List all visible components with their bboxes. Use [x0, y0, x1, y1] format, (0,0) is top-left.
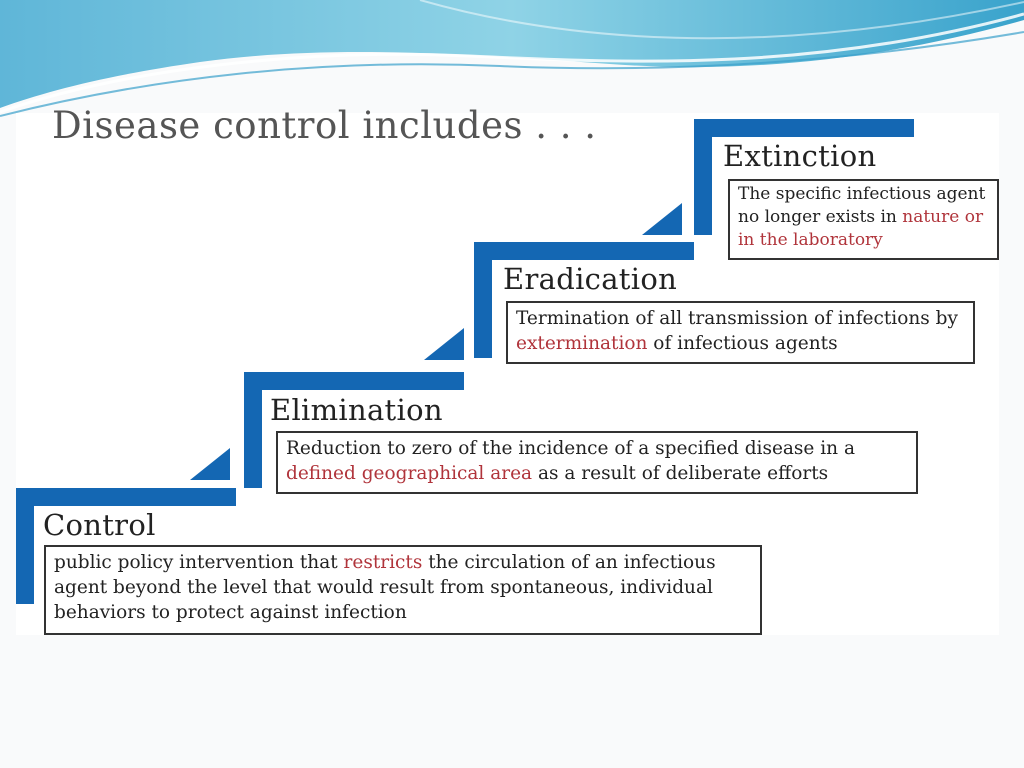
step-bar-extinction [694, 119, 914, 137]
header-wave-decoration [0, 0, 1024, 120]
step-riser-control [16, 488, 34, 604]
step-description-eradication [506, 301, 975, 364]
step-description-elimination [276, 431, 918, 494]
step-arrow-extinction [642, 203, 682, 235]
step-riser-extinction [694, 119, 712, 235]
step-description-extinction [728, 179, 999, 260]
description-text: public policy intervention that [54, 552, 344, 573]
step-name-eradication: Eradication [503, 262, 678, 296]
step-bar-eradication [474, 242, 694, 260]
diagram-title: Disease control includes . . . [52, 104, 597, 147]
step-name-control: Control [43, 508, 156, 542]
highlighted-phrase: nature or in the laboratory [738, 207, 984, 250]
step-name-elimination: Elimination [270, 393, 443, 427]
step-arrow-eradication [424, 328, 464, 360]
highlighted-phrase: extermination [516, 333, 648, 354]
description-text: The specific infectious agent no longer exists in [738, 184, 986, 227]
highlighted-phrase: restricts [343, 552, 423, 573]
step-riser-elimination [244, 372, 262, 488]
description-text: Reduction to zero of the incidence of a specified disease in a [286, 438, 855, 459]
step-bar-control [16, 488, 236, 506]
description-text: the circulation of an infectious agent beyond the level that would result from spontaneous, individual behaviors to protect against infection [54, 552, 716, 623]
step-riser-eradication [474, 242, 492, 358]
step-description-control [44, 545, 762, 635]
step-arrow-elimination [190, 448, 230, 480]
description-text: of infectious agents [647, 333, 838, 354]
description-text: as a result of deliberate efforts [532, 463, 829, 484]
description-text: Termination of all transmission of infections by [516, 308, 958, 329]
highlighted-phrase: defined geographical area [286, 463, 533, 484]
step-name-extinction: Extinction [723, 139, 877, 173]
step-bar-elimination [244, 372, 464, 390]
